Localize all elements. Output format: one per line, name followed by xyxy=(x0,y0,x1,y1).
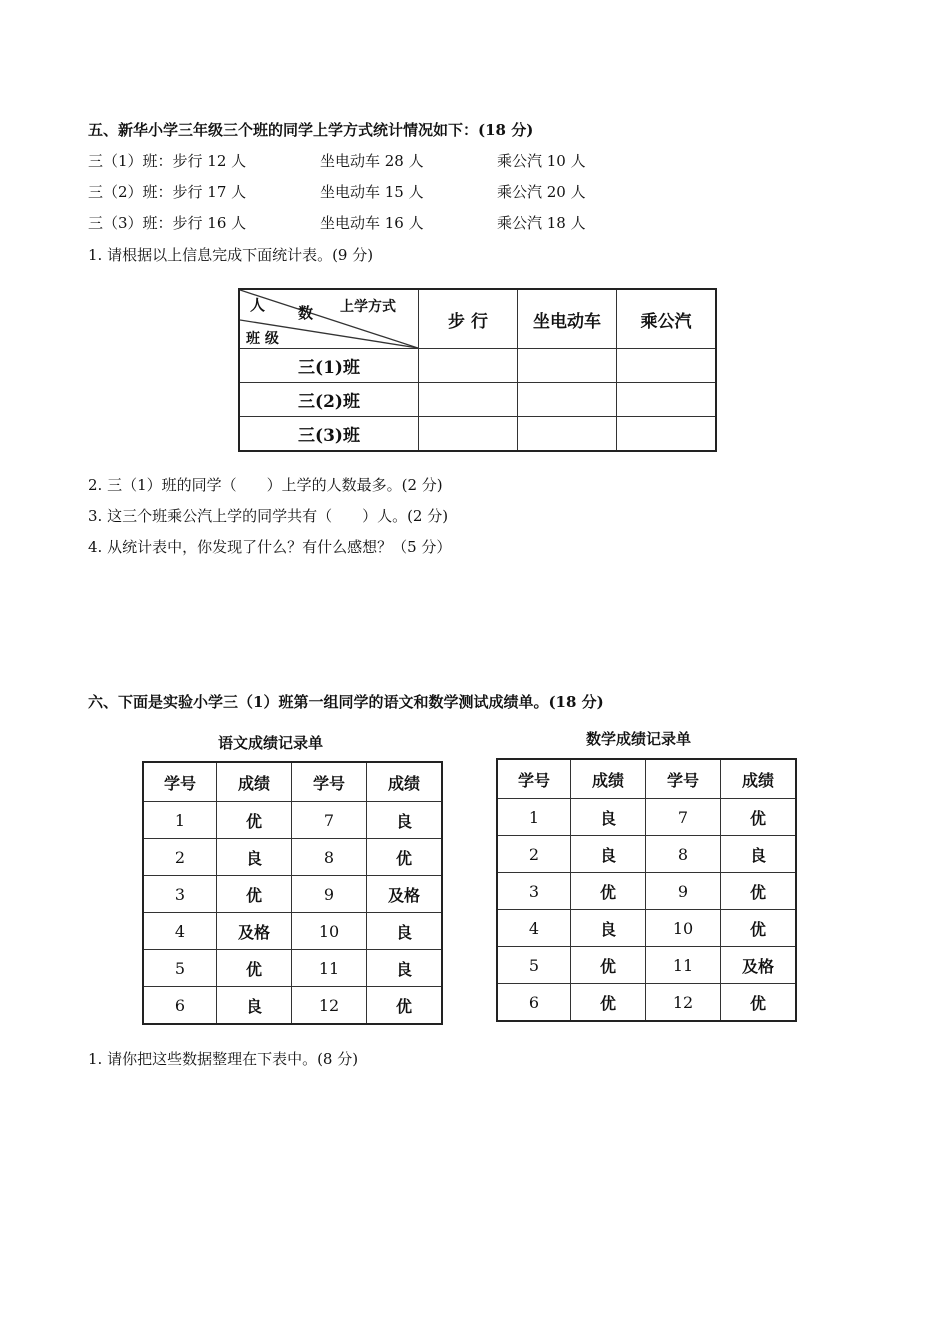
grade-cell: 优 xyxy=(217,950,292,987)
corner-label-count: 数 xyxy=(298,304,314,322)
grade-cell: 及格 xyxy=(721,947,797,984)
table-row xyxy=(497,947,796,984)
grade-cell: 优 xyxy=(571,984,646,1022)
section5-title: 五、新华小学三年级三个班的同学上学方式统计情况如下：(18 分) xyxy=(88,121,534,139)
blank-cell[interactable] xyxy=(617,349,717,383)
header-ebike: 坐电动车 xyxy=(518,289,617,349)
student-id: 6 xyxy=(143,987,217,1025)
grade-cell: 及格 xyxy=(367,876,443,913)
header-bus: 乘公汽 xyxy=(617,289,717,349)
grade-cell: 优 xyxy=(571,947,646,984)
chinese-header-id: 学号 xyxy=(143,762,217,802)
grade-cell: 良 xyxy=(721,836,797,873)
info-class3-ebike: 坐电动车 16 人 xyxy=(320,214,424,232)
student-id: 12 xyxy=(292,987,367,1025)
table-row xyxy=(239,349,716,383)
table-row xyxy=(143,839,442,876)
chinese-score-table xyxy=(142,761,443,1025)
grade-cell: 优 xyxy=(571,873,646,910)
student-id: 6 xyxy=(497,984,571,1022)
chinese-header-grade: 成绩 xyxy=(217,762,292,802)
student-id: 3 xyxy=(143,876,217,913)
student-id: 5 xyxy=(143,950,217,987)
info-class2-bus: 乘公汽 20 人 xyxy=(497,183,586,201)
grade-cell: 良 xyxy=(367,913,443,950)
grade-cell: 良 xyxy=(367,950,443,987)
grade-cell: 优 xyxy=(721,984,797,1022)
info-class2-ebike: 坐电动车 15 人 xyxy=(320,183,424,201)
corner-label-method: 上学方式 xyxy=(340,299,396,315)
info-class3: 三（3）班：步行 16 人 xyxy=(88,214,247,232)
math-header-id: 学号 xyxy=(497,759,571,799)
chinese-header-id-2: 学号 xyxy=(292,762,367,802)
grade-cell: 及格 xyxy=(217,913,292,950)
row-label: 三(2)班 xyxy=(239,383,419,417)
math-score-table xyxy=(496,758,797,1022)
student-id: 11 xyxy=(292,950,367,987)
blank-cell[interactable] xyxy=(518,349,617,383)
grade-cell: 良 xyxy=(571,910,646,947)
info-class1-ebike: 坐电动车 28 人 xyxy=(320,152,424,170)
grade-cell: 良 xyxy=(571,836,646,873)
student-id: 4 xyxy=(497,910,571,947)
grade-cell: 良 xyxy=(217,987,292,1025)
table-row xyxy=(239,417,716,451)
table-row xyxy=(143,876,442,913)
table-row xyxy=(239,383,716,417)
math-header-grade-2: 成绩 xyxy=(721,759,797,799)
student-id: 12 xyxy=(646,984,721,1022)
header-walk: 步 行 xyxy=(419,289,518,349)
math-header-grade: 成绩 xyxy=(571,759,646,799)
blank-cell[interactable] xyxy=(419,349,518,383)
table-row xyxy=(497,910,796,947)
math-header-id-2: 学号 xyxy=(646,759,721,799)
info-class3-bus: 乘公汽 18 人 xyxy=(497,214,586,232)
section5-question-1: 1. 请根据以上信息完成下面统计表。(9 分) xyxy=(88,246,374,264)
student-id: 2 xyxy=(143,839,217,876)
student-id: 5 xyxy=(497,947,571,984)
student-id: 8 xyxy=(646,836,721,873)
student-id: 7 xyxy=(292,802,367,839)
blank-cell[interactable] xyxy=(518,417,617,451)
grade-cell: 优 xyxy=(721,799,797,836)
table-row xyxy=(143,913,442,950)
row-label: 三(1)班 xyxy=(239,349,419,383)
chinese-header-grade-2: 成绩 xyxy=(367,762,443,802)
student-id: 9 xyxy=(292,876,367,913)
table-row xyxy=(497,799,796,836)
corner-label-people: 人 xyxy=(250,296,266,314)
student-id: 1 xyxy=(497,799,571,836)
chinese-table-title: 语文成绩记录单 xyxy=(218,734,324,752)
grade-cell: 良 xyxy=(217,839,292,876)
table-row xyxy=(497,984,796,1022)
section5-question-4: 4. 从统计表中，你发现了什么？有什么感想？（5 分） xyxy=(88,538,452,556)
student-id: 4 xyxy=(143,913,217,950)
grade-cell: 优 xyxy=(217,802,292,839)
corner-label-class: 班 级 xyxy=(246,331,279,347)
table-row xyxy=(143,802,442,839)
blank-cell[interactable] xyxy=(419,383,518,417)
blank-cell[interactable] xyxy=(419,417,518,451)
blank-cell[interactable] xyxy=(617,383,717,417)
table-row xyxy=(497,836,796,873)
table-row xyxy=(497,873,796,910)
math-table-title: 数学成绩记录单 xyxy=(586,730,692,748)
grade-cell: 优 xyxy=(721,873,797,910)
info-class1: 三（1）班：步行 12 人 xyxy=(88,152,247,170)
section6-title: 六、下面是实验小学三（1）班第一组同学的语文和数学测试成绩单。(18 分) xyxy=(88,693,604,711)
info-class2: 三（2）班：步行 17 人 xyxy=(88,183,247,201)
grade-cell: 优 xyxy=(217,876,292,913)
grade-cell: 优 xyxy=(367,839,443,876)
table-row xyxy=(143,950,442,987)
student-id: 9 xyxy=(646,873,721,910)
grade-cell: 优 xyxy=(367,987,443,1025)
section5-question-3: 3. 这三个班乘公汽上学的同学共有（ ）人。(2 分) xyxy=(88,507,449,525)
grade-cell: 优 xyxy=(721,910,797,947)
grade-cell: 良 xyxy=(571,799,646,836)
blank-cell[interactable] xyxy=(518,383,617,417)
student-id: 11 xyxy=(646,947,721,984)
student-id: 10 xyxy=(646,910,721,947)
section5-question-2: 2. 三（1）班的同学（ ）上学的人数最多。(2 分) xyxy=(88,476,443,494)
table-corner-cell xyxy=(239,289,419,349)
transport-stats-table xyxy=(238,288,717,452)
student-id: 10 xyxy=(292,913,367,950)
student-id: 8 xyxy=(292,839,367,876)
student-id: 3 xyxy=(497,873,571,910)
row-label: 三(3)班 xyxy=(239,417,419,451)
student-id: 2 xyxy=(497,836,571,873)
blank-cell[interactable] xyxy=(617,417,717,451)
table-row xyxy=(143,987,442,1025)
section6-question-1: 1. 请你把这些数据整理在下表中。(8 分) xyxy=(88,1050,359,1068)
grade-cell: 良 xyxy=(367,802,443,839)
info-class1-bus: 乘公汽 10 人 xyxy=(497,152,586,170)
student-id: 1 xyxy=(143,802,217,839)
student-id: 7 xyxy=(646,799,721,836)
